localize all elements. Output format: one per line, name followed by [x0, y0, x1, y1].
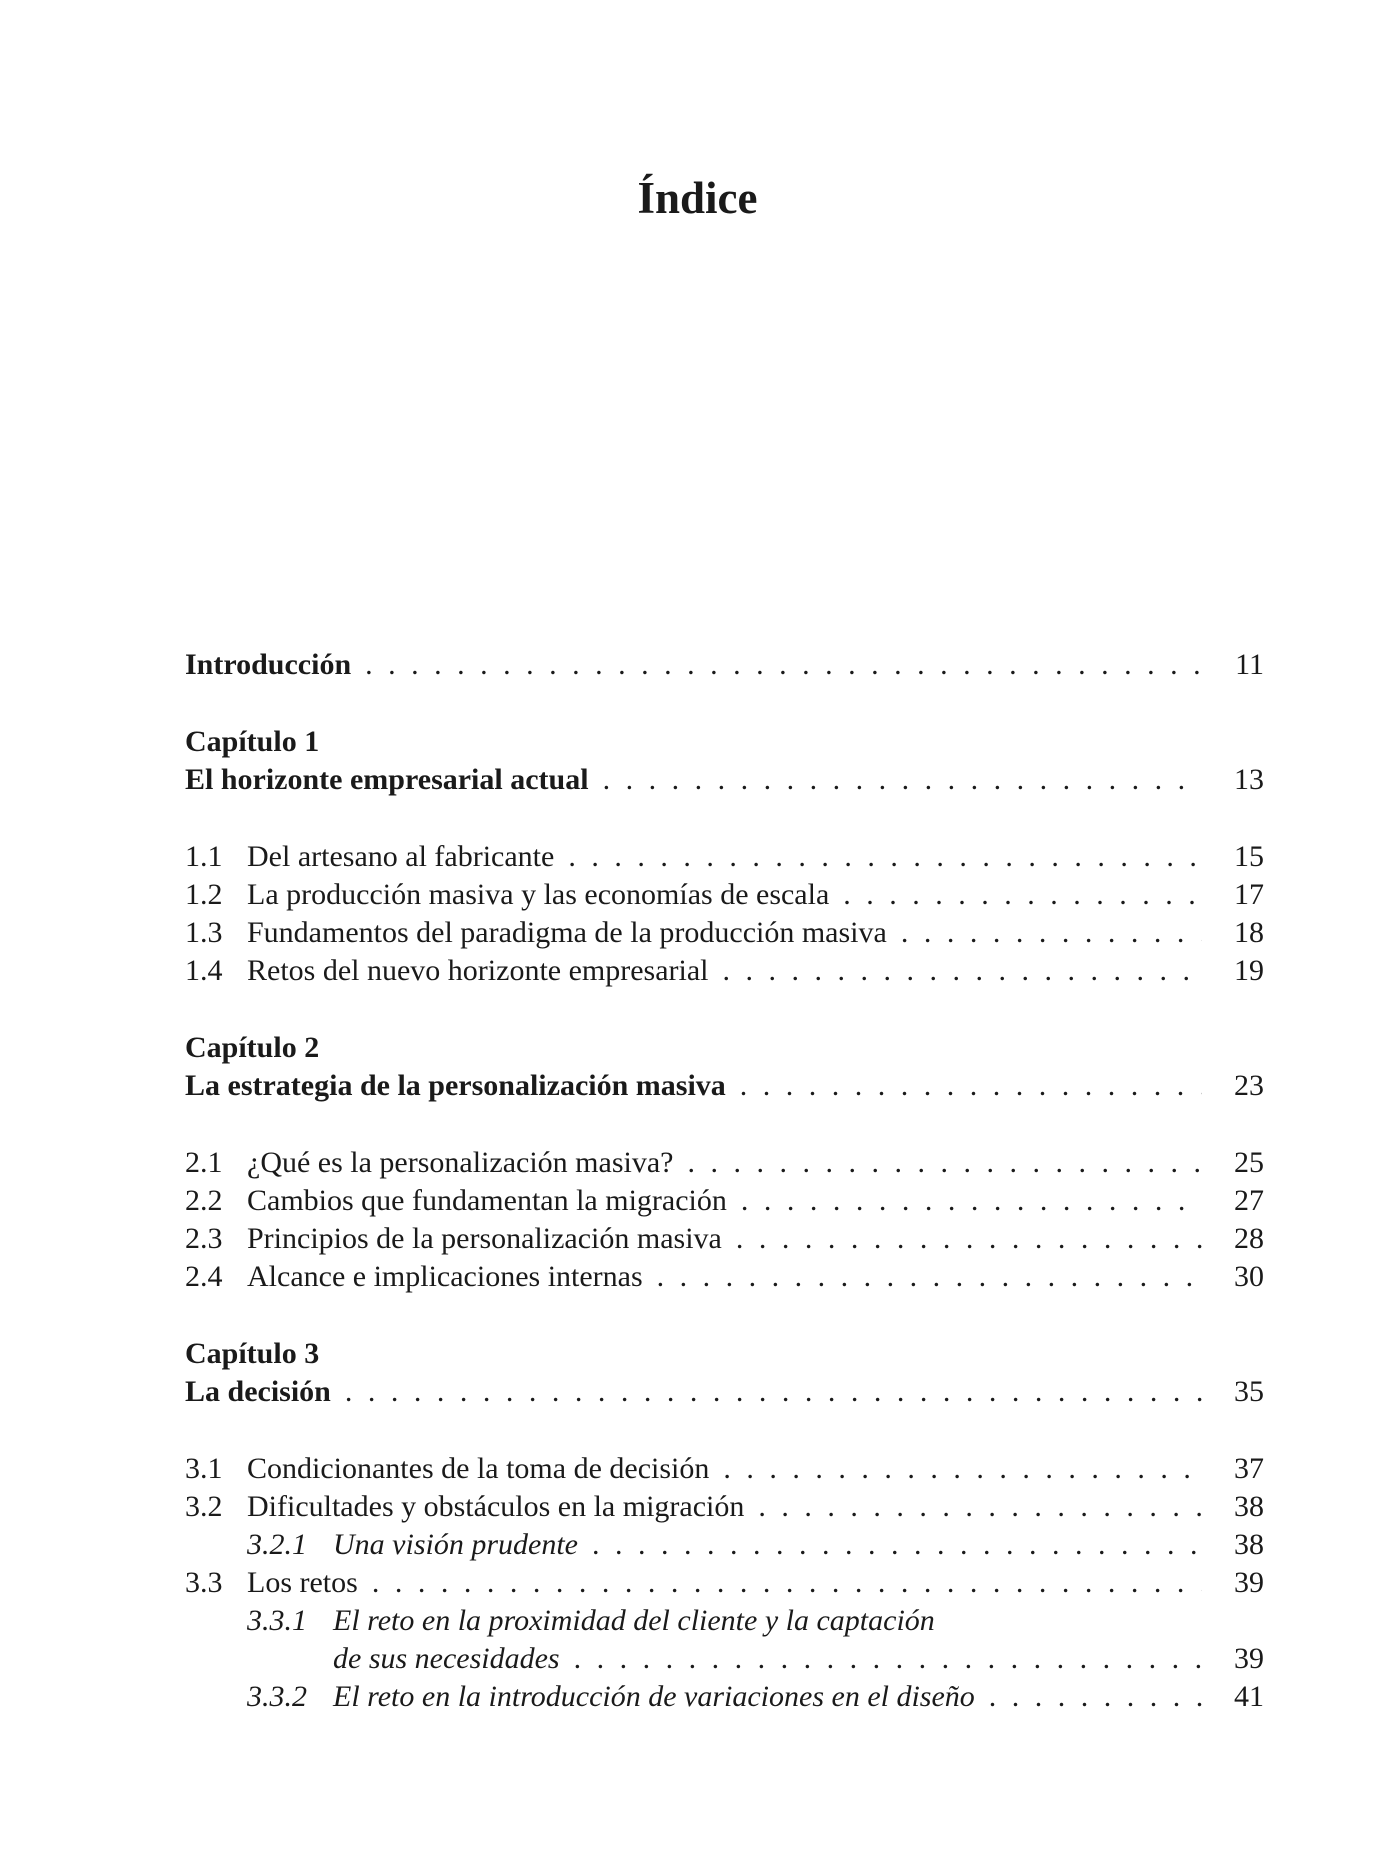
leader-dots	[345, 1372, 1202, 1412]
section-label: Condicionantes de la toma de decisión	[247, 1452, 710, 1485]
subsection-label: El reto en la proximidad del cliente y la captación	[333, 1604, 935, 1637]
toc-entry-1-3[interactable]	[185, 913, 1264, 953]
toc-page-number: 18	[1234, 916, 1264, 949]
subsection-number: 3.3.2	[247, 1680, 307, 1713]
toc-entry-label: Introducción	[185, 648, 352, 681]
section-label: Principios de la personalización masiva	[247, 1222, 722, 1255]
toc-entry-3-3-1[interactable]	[185, 1601, 1264, 1641]
toc-entry-3-1[interactable]	[185, 1449, 1264, 1489]
chapter-heading-1	[185, 722, 1264, 762]
toc-entry-3-2-1[interactable]	[185, 1525, 1264, 1565]
section-label: La producción masiva y las economías de escala	[247, 878, 830, 911]
toc-entry-chapter-3[interactable]	[185, 1372, 1264, 1412]
toc-entry-3-3-1-continued[interactable]	[185, 1639, 1264, 1679]
section-number: 1.1	[185, 840, 223, 873]
toc-page-number: 27	[1234, 1184, 1264, 1217]
leader-dots	[740, 1066, 1202, 1106]
section-number: 2.1	[185, 1146, 223, 1179]
section-number: 2.4	[185, 1260, 223, 1293]
section-label: Del artesano al fabricante	[247, 840, 555, 873]
section-label: Alcance e implicaciones internas	[247, 1260, 643, 1293]
toc-page-number: 13	[1234, 763, 1264, 796]
toc-page-number: 37	[1234, 1452, 1264, 1485]
leader-dots	[657, 1257, 1202, 1297]
section-label: ¿Qué es la personalización masiva?	[247, 1146, 674, 1179]
chapter-heading-2	[185, 1028, 1264, 1068]
chapter-title: La decisión	[185, 1375, 331, 1408]
subsection-label: El reto en la introducción de variaciones en el diseño	[333, 1680, 975, 1713]
toc-page-number: 15	[1234, 840, 1264, 873]
section-number: 1.2	[185, 878, 223, 911]
subsection-number: 3.3.1	[247, 1604, 307, 1637]
leader-dots	[758, 1487, 1202, 1527]
subsection-label-continued: de sus necesidades	[333, 1642, 560, 1675]
toc-entry-2-3[interactable]	[185, 1219, 1264, 1259]
leader-dots	[723, 1449, 1202, 1489]
section-label: Retos del nuevo horizonte empresarial	[247, 954, 709, 987]
toc-page-number: 25	[1234, 1146, 1264, 1179]
toc-entry-chapter-2[interactable]	[185, 1066, 1264, 1106]
leader-dots	[989, 1677, 1202, 1717]
toc-page-number: 41	[1234, 1680, 1264, 1713]
section-number: 3.2	[185, 1490, 223, 1523]
chapter-heading-3	[185, 1334, 1264, 1374]
section-number: 1.4	[185, 954, 223, 987]
toc-entry-chapter-1[interactable]	[185, 760, 1264, 800]
leader-dots	[687, 1143, 1202, 1183]
chapter-title: La estrategia de la personalización masiva	[185, 1069, 726, 1102]
section-number: 1.3	[185, 916, 223, 949]
section-label: Cambios que fundamentan la migración	[247, 1184, 727, 1217]
leader-dots	[574, 1639, 1202, 1679]
toc-page-number: 17	[1234, 878, 1264, 911]
section-number: 3.1	[185, 1452, 223, 1485]
section-number: 2.3	[185, 1222, 223, 1255]
toc-entry-3-2[interactable]	[185, 1487, 1264, 1527]
leader-dots	[372, 1563, 1202, 1603]
toc-entry-introduction[interactable]	[185, 645, 1264, 685]
toc-page-number: 39	[1234, 1566, 1264, 1599]
leader-dots	[603, 760, 1202, 800]
toc-page-number: 35	[1234, 1375, 1264, 1408]
toc-page-number: 28	[1234, 1222, 1264, 1255]
page-title: Índice	[637, 173, 758, 223]
chapter-heading: Capítulo 3	[185, 1337, 320, 1370]
toc-entry-3-3-2[interactable]	[185, 1677, 1264, 1717]
chapter-heading: Capítulo 1	[185, 725, 320, 758]
leader-dots	[592, 1525, 1202, 1565]
subsection-label: Una visión prudente	[333, 1528, 578, 1561]
toc-page-number: 30	[1234, 1260, 1264, 1293]
toc-entry-1-1[interactable]	[185, 837, 1264, 877]
section-label: Dificultades y obstáculos en la migración	[247, 1490, 745, 1523]
leader-dots	[741, 1181, 1202, 1221]
leader-dots	[365, 645, 1202, 685]
section-number: 2.2	[185, 1184, 223, 1217]
leader-dots	[843, 875, 1202, 915]
leader-dots	[568, 837, 1202, 877]
toc-entry-2-1[interactable]	[185, 1143, 1264, 1183]
subsection-number: 3.2.1	[247, 1528, 307, 1561]
section-label: Los retos	[247, 1566, 358, 1599]
toc-page-number: 11	[1235, 648, 1264, 681]
leader-dots	[723, 951, 1202, 991]
leader-dots	[901, 913, 1202, 953]
toc-entry-1-2[interactable]	[185, 875, 1264, 915]
toc-entry-2-2[interactable]	[185, 1181, 1264, 1221]
section-label: Fundamentos del paradigma de la producción masiva	[247, 916, 887, 949]
toc-entry-1-4[interactable]	[185, 951, 1264, 991]
toc-page-number: 39	[1234, 1642, 1264, 1675]
toc-page-number: 23	[1234, 1069, 1264, 1102]
section-number: 3.3	[185, 1566, 223, 1599]
toc-entry-3-3[interactable]	[185, 1563, 1264, 1603]
toc-page-number: 38	[1234, 1528, 1264, 1561]
toc-page-number: 38	[1234, 1490, 1264, 1523]
chapter-heading: Capítulo 2	[185, 1031, 320, 1064]
toc-page-number: 19	[1234, 954, 1264, 987]
toc-entry-2-4[interactable]	[185, 1257, 1264, 1297]
leader-dots	[736, 1219, 1202, 1259]
chapter-title: El horizonte empresarial actual	[185, 763, 589, 796]
